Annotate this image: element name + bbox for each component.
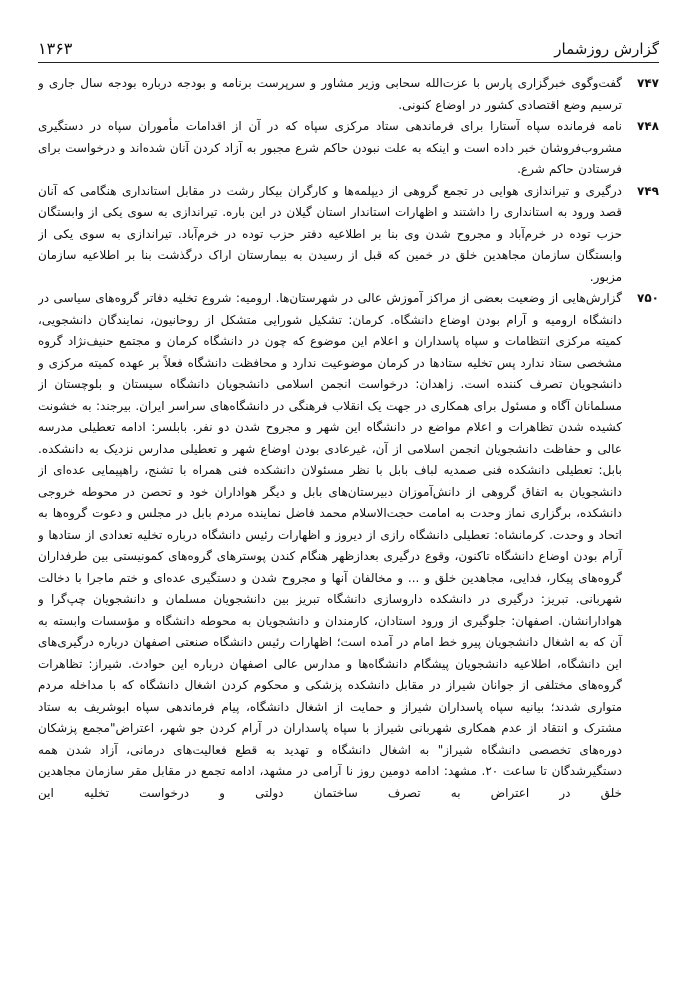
entry-750 (38, 288, 659, 804)
entry-749 (38, 181, 659, 289)
page-body (38, 73, 659, 978)
entry-747 (38, 73, 659, 116)
entry-text: درگیری و تیراندازی هوایی در تجمع گروهی از دیپلمه‌ها و کارگران بیکار رشت در مقابل استانداری هنگامی که آنان قصد ورود به استانداری را داشتند و اظهارات استاندار استان گیلان در این باره. تیراندازی به سوی یکی از وابستگان حزب توده در خرم‌آباد و مجروح شدن وی بنا بر اطلاعیه دفتر حزب توده در خرم‌آباد. تیراندازی به سوی یکی از وابستگان سازمان مجاهدین خلق در خمین که قبل از رسیدن به بیمارستان اراک درگذشت بنا بر اطلاعیه سازمان مزبور. (38, 183, 622, 284)
entry-text: گزارش‌هایی از وضعیت بعضی از مراکز آموزش عالی در شهرستان‌ها. ارومیه: شروع تخلیه دفاتر گروه‌های سیاسی در دانشگاه ارومیه و آرام بودن اوضاع دانشگاه. کرمان: تشکیل شورایی متشکل از روحانیون، نمایندگان دانشجویی، کمیته مرکزی انتظامات و سپاه پاسداران و اعلام این موضوع که چون در دانشگاه کرمان و مجتمع حنیف‌نژاد گروه مشخصی ستاد ندارد پس تخلیه ستادها در کرمان موضوعیت ندارد و محافظت دانشگاه فعلاً بر عهده کمیته مرکزی و دانشجویان تصرف کننده است. زاهدان: درخواست انجمن اسلامی دانشجویان دانشگاه سیستان و بلوچستان از مسلمانان آگاه و مسئول برای همکاری در جهت یک انقلاب فرهنگی در دانشگاه‌های سراسر ایران. بیرجند: به خشونت کشیده شدن تظاهرات و اعلام مواضع در دانشگاه این شهر و مجروح شدن دو نفر. بابلسر: ادامه تعطیلی مدرسه عالی و حفاظت دانشجویان انجمن اسلامی از آن، غیرعادی بودن اوضاع شهر و تعطیلی مدارس نزدیک به دانشکده. بابل: تعطیلی دانشکده فنی صمدیه لباف بابل با نظر مسئولان دانشکده فنی همراه با تشنج، راهپیمایی عده‌ای از دانشجویان به اتفاق گروهی از دانش‌آموزان دبیرستان‌های بابل و دیگر هواداران خود و تحصن در محوطه خروجی دانشکده، برگزاری نماز وحدت به امامت حجت‌الاسلام محمد فاضل نماینده مردم بابل در مجلس و دعوت گروه‌ها به اتحاد و وحدت. کرمانشاه: تعطیلی دانشگاه رازی از دیروز و اظهارات رئیس دانشگاه درباره تخلیه تعدادی از ستادها و آرام بودن اوضاع دانشگاه تاکنون، وقوع درگیری بعدازظهر هنگام کندن پوسترهای گروه‌های کمونیستی بین طرفداران گروه‌های پیکار، فدایی، مجاهدین خلق و ... و مخالفان آنها و مجروح شدن و دستگیری عده‌ای و ختم ماجرا با دخالت شهربانی. تبریز: درگیری در دانشکده داروسازی دانشگاه تبریز بین دانشجویان مسلمان و دانشجویان چپ‌گرا و هوادارانشان. اصفهان: جلوگیری از ورود استادان، کارمندان و دانشجویان به محوطه دانشگاه و مؤسسات وابسته به آن که به اشغال دانشجویان پیرو خط امام در آمده است؛ اظهارات رئیس دانشگاه صنعتی اصفهان درباره درگیری‌های این دانشگاه، اطلاعیه دانشجویان پیشگام دانشگاه‌ها و مدارس عالی اصفهان درباره این حوادث. شیراز: تظاهرات گروه‌های مختلفی از جوانان شیراز در مقابل دانشکده پزشکی و محکوم کردن اشغال دانشگاه که با مداخله مردم متواری شدند؛ بیانیه سپاه پاسداران شیراز و حمایت از اشغال دانشگاه، پیام فرماندهی سپاه ابوشریف به ستاد مشترک و انتقاد از عدم همکاری شهربانی شیراز با سپاه پاسداران در آرام کردن جو شهر، اعتراض"مجمع پزشکان دوره‌های تخصصی دانشگاه شیراز" به اشغال دانشگاه و تهدید به قطع فعالیت‌های درمانی، آزاد شدن همه دستگیرشدگان تا ساعت ۲۰. مشهد: ادامه دومین روز نا آرامی در مشهد، ادامه تجمع در مقابل مقر سازمان مجاهدین خلق در اعتراض به تصرف ساختمان دولتی و درخواست تخلیه این (38, 291, 622, 800)
entry-748 (38, 116, 659, 181)
entry-text: نامه فرمانده سپاه آستارا برای فرماندهی ستاد مرکزی سپاه که در آن از اقدامات مأموران سپاه در دستگیری مشروب‌فروشان خبر داده است و اینکه به علت نبودن حاکم شرع مجبور به آزاد کردن آنان شده‌اند و درخواست برای فرستادن حاکم شرع. (38, 119, 622, 176)
entry-number: ۷۴۹ (637, 183, 659, 198)
page-number: ۱۳۶۳ (38, 39, 73, 58)
running-title: گزارش روزشمار (554, 40, 659, 58)
entry-number: ۷۵۰ (637, 291, 659, 305)
entry-text: گفت‌وگوی خبرگزاری پارس با عزت‌الله سحابی وزیر مشاور و سرپرست برنامه و بودجه درباره بودجه سال جاری و ترسیم وضع اقتصادی کشور در اوضاع کنونی. (38, 76, 622, 112)
page-header (38, 28, 659, 63)
entry-number: ۷۴۸ (637, 119, 659, 133)
entry-number: ۷۴۷ (637, 76, 659, 90)
